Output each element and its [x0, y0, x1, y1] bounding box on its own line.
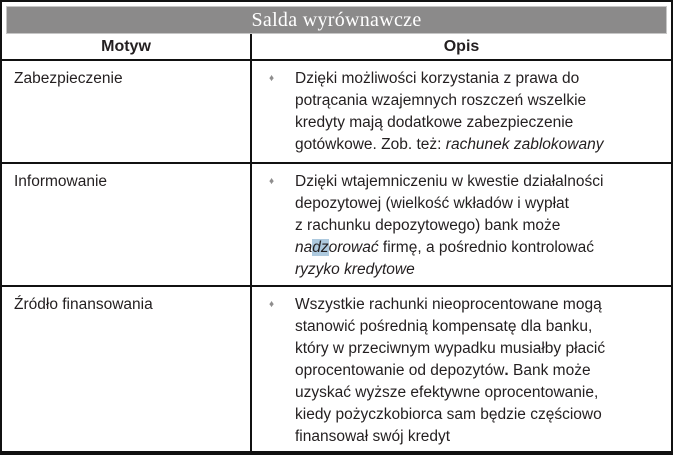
description-text: Wszystkie rachunki nieoprocentowane mogą stanowić pośrednią kompensatę dla banku, który w przeciwnym wypadku musiałby płacić oprocentowanie od depozytów. Bank może uzyskać wyższe efektywne oprocentowanie, kiedy pożyczkobiorca sam będzie częściowo finansował swój kredyt: [295, 296, 606, 445]
description-text: Dzięki wtajemniczeniu w kwestie działalności depozytowej (wielkość wkładów i wypłat z rachunku depozytowego) bank może nadzorować firmę, a pośrednio kontrolować ryzyko kredytowe: [295, 173, 604, 278]
table-title: Salda wyrównawcze: [6, 6, 667, 34]
bullet-diamond-icon: ♦: [269, 73, 275, 84]
column-header-opis: Opis: [443, 38, 480, 55]
description-cell: [252, 164, 671, 285]
column-header-motive: Motyw: [2, 34, 252, 59]
table-row: [2, 61, 671, 164]
table-row: [2, 164, 671, 287]
table-header-row: [2, 34, 671, 61]
description-cell: [252, 287, 671, 452]
description-text: Dzięki możliwości korzystania z prawa do potrącania wzajemnych roszczeń wszelkie kredyty mają dodatkowe zabezpieczenie gotówkowe. Zob. też: rachunek zablokowany: [295, 70, 604, 153]
bullet-diamond-icon: ♦: [269, 299, 275, 310]
motive-cell: Źródło finansowania: [2, 287, 252, 452]
description-cell: [252, 61, 671, 162]
bullet-diamond-icon: ♦: [269, 176, 275, 187]
motive-cell: Zabezpieczenie: [2, 61, 252, 162]
motive-cell: Informowanie: [2, 164, 252, 285]
table-rows: [2, 61, 671, 452]
table-row: [2, 287, 671, 452]
